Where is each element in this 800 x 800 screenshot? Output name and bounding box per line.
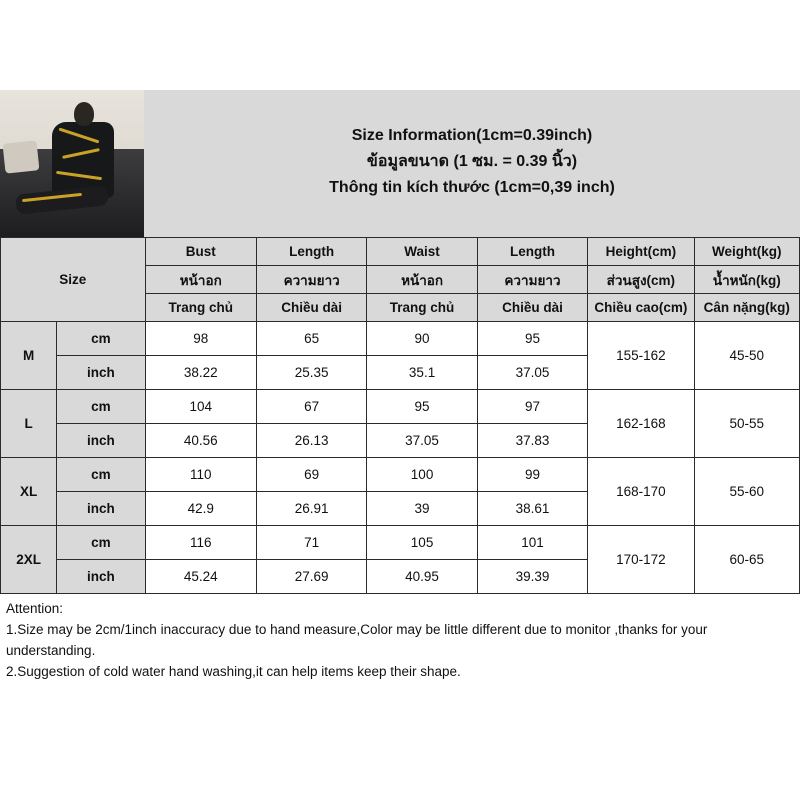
cell-length1-inch-xl: 26.91 bbox=[256, 492, 366, 526]
column-header-length1-vi: Chiều dài bbox=[256, 294, 366, 322]
cell-length1-cm-2xl: 71 bbox=[256, 526, 366, 560]
cell-length2-inch-2xl: 39.39 bbox=[477, 560, 587, 594]
cell-length2-cm-xl: 99 bbox=[477, 458, 587, 492]
cell-length1-cm-l: 67 bbox=[256, 390, 366, 424]
cell-length2-inch-m: 37.05 bbox=[477, 356, 587, 390]
column-header-bust-vi: Trang chủ bbox=[145, 294, 256, 322]
cell-length2-cm-m: 95 bbox=[477, 322, 587, 356]
row-size-label-m: M bbox=[1, 322, 57, 390]
attention-note-2: 2.Suggestion of cold water hand washing,it can help items keep their shape. bbox=[6, 664, 461, 679]
table-row bbox=[1, 526, 800, 560]
column-header-waist-vi: Trang chủ bbox=[367, 294, 477, 322]
cell-bust-inch-l: 40.56 bbox=[145, 424, 256, 458]
cell-waist-inch-m: 35.1 bbox=[367, 356, 477, 390]
size-table bbox=[0, 237, 800, 594]
unit-label-inch: inch bbox=[57, 356, 145, 390]
photo-model-head bbox=[74, 102, 94, 126]
cell-length1-cm-xl: 69 bbox=[256, 458, 366, 492]
cell-length2-cm-2xl: 101 bbox=[477, 526, 587, 560]
column-header-waist-th: หน้าอก bbox=[367, 266, 477, 294]
cell-weight-2xl: 60-65 bbox=[694, 526, 799, 594]
column-header-weight-vi: Cân nặng(kg) bbox=[694, 294, 799, 322]
column-header-weight-en: Weight(kg) bbox=[694, 238, 799, 266]
cell-bust-inch-2xl: 45.24 bbox=[145, 560, 256, 594]
column-header-length2-vi: Chiều dài bbox=[477, 294, 587, 322]
row-size-label-2xl: 2XL bbox=[1, 526, 57, 594]
cell-waist-inch-xl: 39 bbox=[367, 492, 477, 526]
attention-note-1: 1.Size may be 2cm/1inch inaccuracy due to hand measure,Color may be little different due to monitor ,thanks for your bbox=[6, 622, 708, 637]
product-photo bbox=[0, 90, 144, 237]
unit-label-inch: inch bbox=[57, 492, 145, 526]
attention-block bbox=[0, 594, 800, 682]
cell-length2-inch-xl: 38.61 bbox=[477, 492, 587, 526]
cell-waist-cm-xl: 100 bbox=[367, 458, 477, 492]
column-header-height-vi: Chiều cao(cm) bbox=[588, 294, 694, 322]
size-corner-label: Size bbox=[1, 238, 146, 322]
table-row bbox=[1, 390, 800, 424]
cell-waist-cm-m: 90 bbox=[367, 322, 477, 356]
unit-label-cm: cm bbox=[57, 322, 145, 356]
table-row bbox=[1, 458, 800, 492]
unit-label-cm: cm bbox=[57, 458, 145, 492]
cell-bust-cm-m: 98 bbox=[145, 322, 256, 356]
cell-height-xl: 168-170 bbox=[588, 458, 694, 526]
header-band bbox=[0, 90, 800, 237]
column-header-height-th: ส่วนสูง(cm) bbox=[588, 266, 694, 294]
cell-weight-m: 45-50 bbox=[694, 322, 799, 390]
cell-length1-inch-2xl: 27.69 bbox=[256, 560, 366, 594]
cell-bust-cm-l: 104 bbox=[145, 390, 256, 424]
column-header-bust-en: Bust bbox=[145, 238, 256, 266]
column-header-length2-en: Length bbox=[477, 238, 587, 266]
attention-heading: Attention: bbox=[6, 601, 64, 616]
cell-length2-cm-l: 97 bbox=[477, 390, 587, 424]
table-row bbox=[1, 322, 800, 356]
unit-label-cm: cm bbox=[57, 390, 145, 424]
cell-waist-inch-2xl: 40.95 bbox=[367, 560, 477, 594]
cell-weight-l: 50-55 bbox=[694, 390, 799, 458]
cell-height-2xl: 170-172 bbox=[588, 526, 694, 594]
cell-length1-inch-m: 25.35 bbox=[256, 356, 366, 390]
title-line-vi: Thông tin kích thước (1cm=0,39 inch) bbox=[329, 178, 615, 196]
cell-bust-cm-xl: 110 bbox=[145, 458, 256, 492]
column-header-length2-th: ความยาว bbox=[477, 266, 587, 294]
unit-label-inch: inch bbox=[57, 424, 145, 458]
cell-waist-inch-l: 37.05 bbox=[367, 424, 477, 458]
column-header-length1-th: ความยาว bbox=[256, 266, 366, 294]
title-block bbox=[144, 90, 800, 237]
table-header-row-en bbox=[1, 238, 800, 266]
title-line-en: Size Information(1cm=0.39inch) bbox=[351, 126, 593, 144]
photo-model-body bbox=[52, 122, 114, 198]
column-header-weight-th: น้ำหนัก(kg) bbox=[694, 266, 799, 294]
column-header-height-en: Height(cm) bbox=[588, 238, 694, 266]
row-size-label-l: L bbox=[1, 390, 57, 458]
attention-note-1-cont: understanding. bbox=[6, 643, 96, 658]
cell-waist-cm-l: 95 bbox=[367, 390, 477, 424]
cell-bust-cm-2xl: 116 bbox=[145, 526, 256, 560]
cell-length2-inch-l: 37.83 bbox=[477, 424, 587, 458]
row-size-label-xl: XL bbox=[1, 458, 57, 526]
column-header-bust-th: หน้าอก bbox=[145, 266, 256, 294]
cell-waist-cm-2xl: 105 bbox=[367, 526, 477, 560]
title-line-th: ข้อมูลขนาด (1 ซม. = 0.39 นิ้ว) bbox=[366, 152, 578, 170]
column-header-length1-en: Length bbox=[256, 238, 366, 266]
cell-height-l: 162-168 bbox=[588, 390, 694, 458]
cell-length1-cm-m: 65 bbox=[256, 322, 366, 356]
size-chart-sheet bbox=[0, 90, 800, 682]
cell-height-m: 155-162 bbox=[588, 322, 694, 390]
cell-bust-inch-m: 38.22 bbox=[145, 356, 256, 390]
cell-bust-inch-xl: 42.9 bbox=[145, 492, 256, 526]
photo-cushion bbox=[3, 140, 40, 173]
cell-weight-xl: 55-60 bbox=[694, 458, 799, 526]
cell-length1-inch-l: 26.13 bbox=[256, 424, 366, 458]
unit-label-cm: cm bbox=[57, 526, 145, 560]
column-header-waist-en: Waist bbox=[367, 238, 477, 266]
unit-label-inch: inch bbox=[57, 560, 145, 594]
